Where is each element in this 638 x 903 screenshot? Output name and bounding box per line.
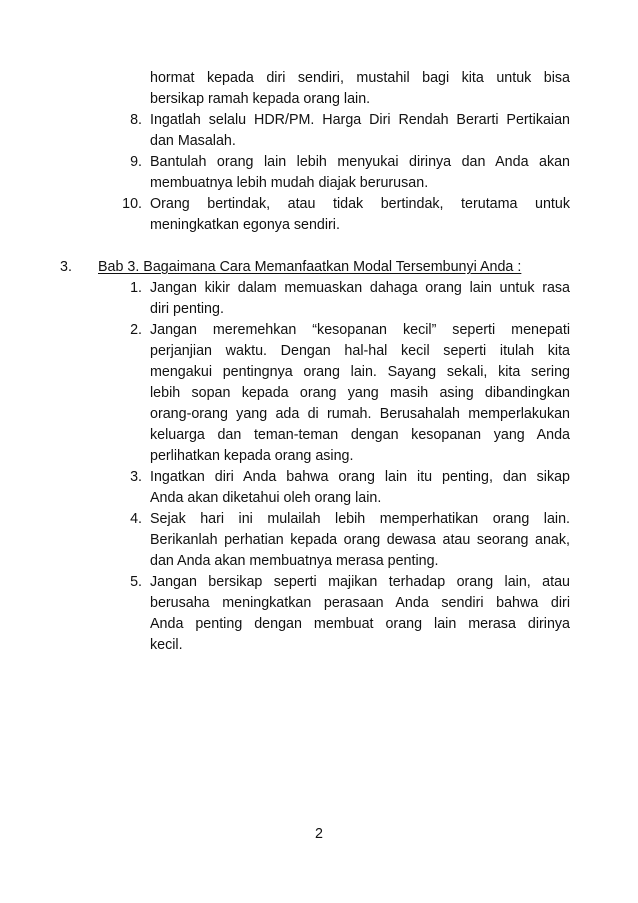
- text-line: diri penting.: [150, 301, 224, 317]
- text-line: Ingatkan diri Anda bahwa orang lain itu penting, dan sikap: [150, 469, 570, 485]
- text-line: dan Masalah.: [150, 133, 236, 149]
- text-line: membuatnya lebih mudah diajak berurusan.: [150, 175, 429, 191]
- list-item-number: 8.: [130, 112, 142, 128]
- text-line: berusaha meningkatkan perasaan Anda sendiri bahwa diri: [150, 595, 570, 611]
- text-line: lebih sopan kepada orang yang masih asing dibandingkan: [150, 385, 570, 401]
- text-line: Sejak hari ini mulailah lebih memperhatikan orang lain.: [150, 511, 570, 527]
- text-line: perlihatkan kepada orang asing.: [150, 448, 354, 464]
- list-item-number: 5.: [130, 574, 142, 590]
- text-line: Jangan kikir dalam memuaskan dahaga orang lain untuk rasa: [150, 280, 570, 296]
- text-line: Orang bertindak, atau tidak bertindak, terutama untuk: [150, 196, 570, 212]
- text-line: keluarga dan teman-teman dengan kesopanan yang Anda: [150, 427, 570, 443]
- list-item-number: 10.: [122, 196, 142, 212]
- list-item-number: 4.: [130, 511, 142, 527]
- text-line: Anda akan diketahui oleh orang lain.: [150, 490, 382, 506]
- text-line: Berikanlah perhatian kepada orang dewasa atau seorang anak,: [150, 532, 570, 548]
- text-line: Jangan meremehkan “kesopanan kecil” seperti menepati: [150, 322, 570, 338]
- text-line: hormat kepada diri sendiri, mustahil bagi kita untuk bisa: [150, 70, 570, 86]
- text-line: dan Anda akan membuatnya merasa penting.: [150, 553, 439, 569]
- list-item-number: 2.: [130, 322, 142, 338]
- text-line: kecil.: [150, 637, 183, 653]
- text-line: Bantulah orang lain lebih menyukai dirinya dan Anda akan: [150, 154, 570, 170]
- text-line: Jangan bersikap seperti majikan terhadap orang lain, atau: [150, 574, 570, 590]
- list-item-number: 3.: [130, 469, 142, 485]
- text-line: Ingatlah selalu HDR/PM. Harga Diri Rendah Berarti Pertikaian: [150, 112, 570, 128]
- text-line: orang-orang yang ada di rumah. Berusahalah memperlakukan: [150, 406, 570, 422]
- text-line: mengakui pentingnya orang lain. Sayang sekali, kita sering: [150, 364, 570, 380]
- text-line: perjanjian waktu. Dengan hal-hal kecil seperti itulah kita: [150, 343, 570, 359]
- text-line: meningkatkan egonya sendiri.: [150, 217, 340, 233]
- list-item-number: 9.: [130, 154, 142, 170]
- list-item-number: 1.: [130, 280, 142, 296]
- text-line: bersikap ramah kepada orang lain.: [150, 91, 371, 107]
- page-number: 2: [315, 826, 323, 842]
- section-number: 3.: [60, 259, 72, 275]
- text-line: Anda penting dengan membuat orang lain merasa dirinya: [150, 616, 570, 632]
- section-title: Bab 3. Bagaimana Cara Memanfaatkan Modal Tersembunyi Anda :: [98, 259, 522, 275]
